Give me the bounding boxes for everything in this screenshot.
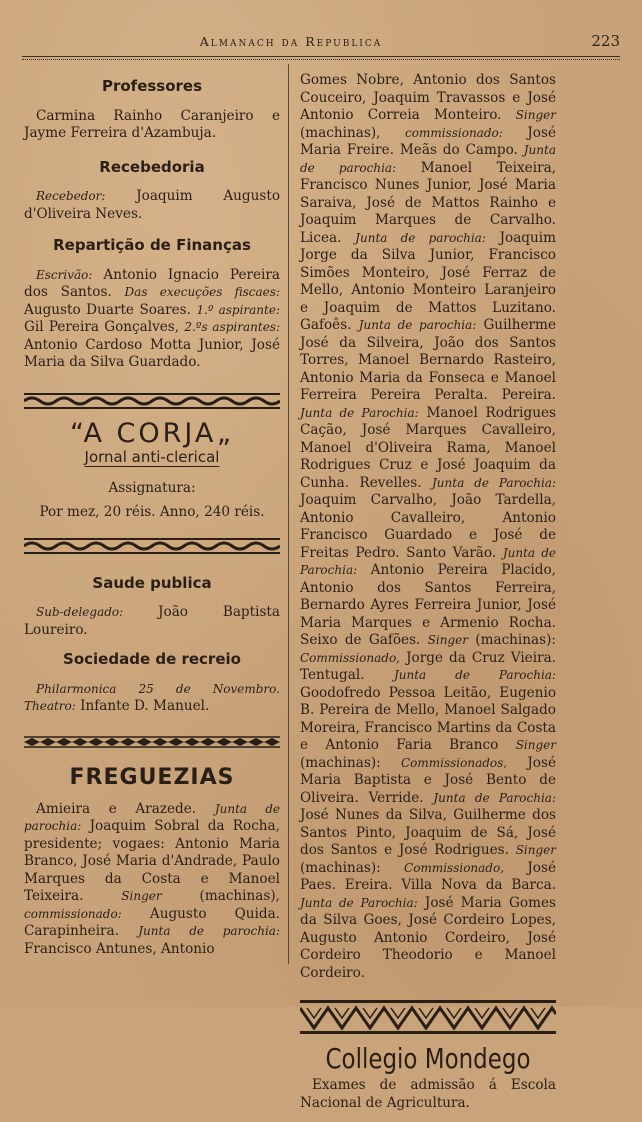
header-rule <box>22 56 620 60</box>
section-heading-financas: Repartição de Finanças <box>53 236 251 254</box>
corja-title: “A CORJA„ <box>70 418 234 449</box>
commissionado-label: Commissionado, <box>404 860 505 875</box>
freg-members-3: Francisco Antunes, Antonio <box>24 940 215 957</box>
text-run: José Maria Freire. Meãs do Campo. <box>300 124 556 158</box>
commissionado-label: Commissionados, <box>400 755 508 770</box>
section-heading-saude: Saude publica <box>92 573 212 592</box>
collegio-text: Exames de admissão á Escola Nacional de Agricultura. <box>300 1077 556 1111</box>
junta-label: Junta de Parochia: <box>393 668 556 682</box>
junta-label: Junta de parochia: <box>358 318 477 332</box>
singer-label: Singer <box>515 843 556 857</box>
subdelegado-name: João Baptista Loureiro. <box>24 604 280 638</box>
aspirante1-label: 1.º aspirante: <box>196 302 281 317</box>
junta-label: Junta de Parochia: <box>432 475 556 490</box>
execucoes-label: Das execuções fiscaes: <box>124 285 280 299</box>
chain-ornament-bottom <box>24 537 280 555</box>
zigzag-ornament <box>300 1000 556 1034</box>
junta-label: Junta de Parochia: <box>300 545 556 577</box>
chain-ornament-top <box>24 392 280 410</box>
financas-text <box>24 267 280 372</box>
commissionado-label: commissionado: <box>24 906 122 921</box>
text-run: (machinas): <box>300 859 381 876</box>
escrivao-name: Antonio Ignacio Pereira dos Santos. <box>24 266 280 300</box>
text-run: José Maria Baptista e José Bento de Oliveira. Verride. <box>300 754 557 806</box>
commissionado-label: commissionado: <box>405 125 503 140</box>
singer-label: Singer <box>121 889 162 903</box>
section-heading-freguezias: FREGUEZIAS <box>69 765 235 790</box>
philarmonica-text: Infante D. Manuel. <box>80 698 210 714</box>
section-heading-recebedoria: Recebedoria <box>99 157 205 176</box>
freg-place-1: Amieira e Arazede. <box>36 800 197 817</box>
junta-label: Junta de parochia: <box>355 230 486 245</box>
freg-members-2: Augusto Quida. Carapinheira. <box>24 905 280 939</box>
text-run: Guilherme José da Silveira, João dos Santos Torres, Manoel Bernardo Rasteiro, Antonio Maria da Fonseca e Manoel Ferreira Pereira Peralta. Pereira. <box>300 317 556 403</box>
text-run: José Nunes da Silva, Guilherme dos Santos Pinto, Joaquim de Sá, José dos Santos e José Rodrigues. <box>300 807 556 858</box>
junta-label: Junta de Parochia: <box>300 405 419 420</box>
singer-label: Singer <box>515 108 556 122</box>
text-run: Manoel Rodrigues Cação, José Marques Cavalleiro, Manoel d'Oliveira Rama, Manoel Rodrigues Cruz e José Joaquim da Cunha. Revelles. <box>300 404 556 491</box>
recebedor-name: Joaquim Augusto d'Oliveira Neves. <box>24 188 281 222</box>
text-run: José Paes. Ereira. Villa Nova da Barca. <box>300 859 556 893</box>
subdelegado-label: Sub-delegado: <box>36 605 124 619</box>
text-run: José Maria Gomes da Silva Goes, José Cordeiro Lopes, Augusto Antonio Cordeiro, José Cordeiro Theodorio e Manoel Cordeiro. <box>300 894 556 981</box>
junta-label: Junta de Parochia: <box>300 895 418 910</box>
aspirante1-name: Gil Pereira Gonçalves, <box>24 319 180 335</box>
singer-label: Singer <box>427 633 468 647</box>
text-run: Manoel Teixeira, Francisco Nunes Junior, José Maria Saraiva, José de Mattos Rainho e Joaquim Marques de Carvalho. Licea. <box>300 159 556 246</box>
freguezias-text <box>24 801 280 959</box>
text-run: Antonio Pereira Placido, Antonio dos Santos Ferreira, Bernardo Ayres Ferreira Junior, José Maria Marques e Armenio Rocha. Seixo de Gafões. <box>300 562 556 648</box>
collegio-title: Collegio Mondego <box>325 1041 531 1075</box>
section-heading-recreio: Sociedade de recreio <box>63 650 241 668</box>
aspirantes2-label: 2.ºs aspirantes: <box>184 320 280 334</box>
left-column <box>24 72 280 968</box>
running-title: Almanach da Republica <box>199 34 383 49</box>
assignatura-label: Assignatura: <box>108 480 196 496</box>
text-run: Jorge da Cruz Vieira. Tentugal. <box>300 649 556 683</box>
freg-members-1: Joaquim Sobral da Rocha, presidente; vogaes: Antonio Maria Branco, José Maria d'Andrade, Paulo Marques da Costa e Manoel Teixeira. <box>24 818 280 904</box>
commissionado-label: Commissionado, <box>300 650 400 665</box>
freguezias-continued <box>300 72 556 982</box>
text-run: (machinas), <box>300 124 381 141</box>
text-run: (machinas): <box>475 632 556 648</box>
recreio-text <box>24 681 280 716</box>
junta-label: Junta de Parochia: <box>433 790 556 805</box>
section-heading-professores: Professores <box>101 77 203 95</box>
philarmonica-label: Philarmonica 25 de Novembro. Theatro: <box>24 681 280 713</box>
page-header <box>22 30 620 54</box>
professores-text: Carmina Rainho Caranjeiro e Jayme Ferreira d'Azambuja. <box>24 107 280 141</box>
machinas-label: (machinas), <box>199 888 280 904</box>
right-column <box>300 72 556 1122</box>
text-run: (machinas): <box>300 754 381 771</box>
page-number: 223 <box>591 32 620 50</box>
junta-label: Junta de parochia: <box>300 143 556 175</box>
text-run: Goodofredo Pessoa Leitão, Eugenio B. Pereira de Mello, Manoel Salgado Moreira, Francisco Martins da Costa e Antonio Faria Branco <box>300 684 556 753</box>
aspirantes2-names: Antonio Cardoso Motta Junior, José Maria da Silva Guardado. <box>24 336 280 370</box>
singer-label: Singer <box>515 738 556 752</box>
text-run: Joaquim Carvalho, João Tardella, Antonio Cavalleiro, Antonio Francisco Guardado e José de Freitas Pedro. Santo Varão. <box>300 492 556 561</box>
assignatura-prices: Por mez, 20 réis. Anno, 240 réis. <box>39 503 265 520</box>
text-run: Gomes Nobre, Antonio dos Santos Couceiro, Joaquim Travassos e José Antonio Correia Monteiro. <box>300 72 556 123</box>
recebedor-label: Recebedor: <box>36 189 106 203</box>
saude-text <box>24 604 280 639</box>
escrivao-label: Escrivão: <box>36 267 93 282</box>
junta-label: Junta de parochia: <box>24 801 281 833</box>
execucoes-name: Augusto Duarte Soares. <box>24 301 191 318</box>
recebedoria-text <box>24 188 280 223</box>
corja-subtitle: Jornal anti-clerical <box>84 447 220 466</box>
column-divider <box>288 64 289 964</box>
diamond-ornament <box>24 736 280 748</box>
junta-label: Junta de parochia: <box>138 924 281 938</box>
text-run: Joaquim Jorge da Silva Junior, Francisco Simões Monteiro, José Ferraz de Mello, Antonio Monteiro Laranjeiro e Joaquim de Mattos Luzitano. Gafoês. <box>300 229 556 333</box>
